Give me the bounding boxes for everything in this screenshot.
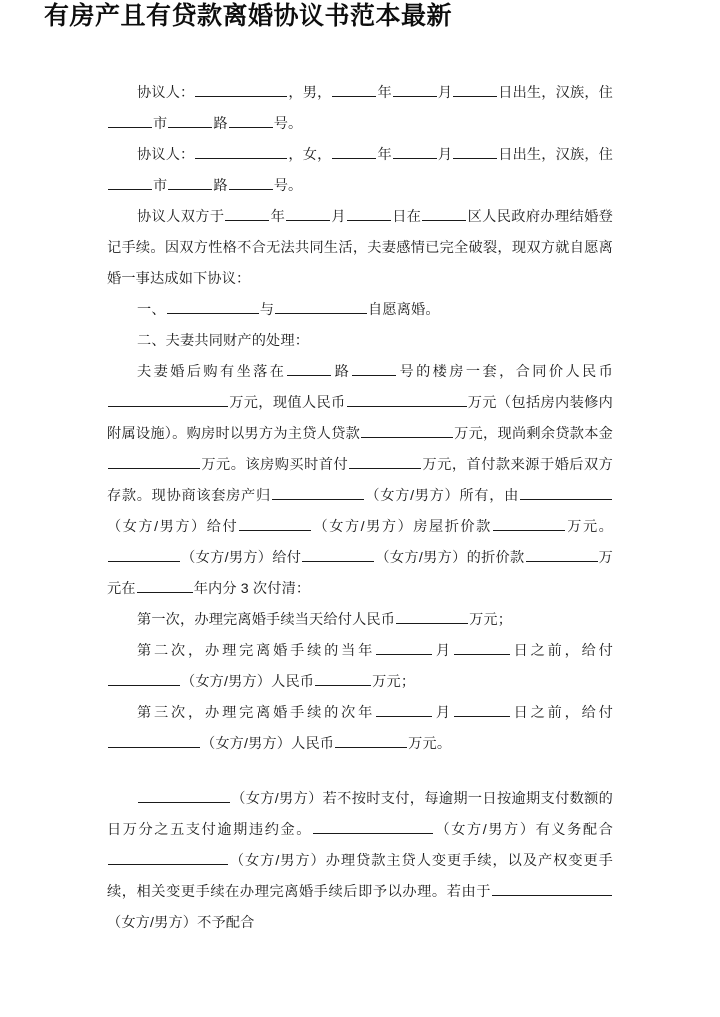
fill-in-blank[interactable] <box>335 733 407 748</box>
text-run: 二、夫妻共同财产的处理： <box>137 333 310 349</box>
fill-in-blank[interactable] <box>376 702 432 717</box>
fill-in-blank[interactable] <box>453 144 497 159</box>
text-run: 第一次，办理完离婚手续当天给付人民币 <box>137 612 396 628</box>
fill-in-blank[interactable] <box>520 485 612 500</box>
fill-in-blank[interactable] <box>347 206 391 221</box>
text-run: 市 <box>153 116 168 132</box>
text-run: 万元； <box>469 612 513 628</box>
text-run: 第二次，办理完离婚手续的当年 <box>137 643 376 659</box>
paragraph-payment-third <box>107 698 613 760</box>
text-run: 日在 <box>391 209 422 225</box>
fill-in-blank[interactable] <box>167 299 259 314</box>
fill-in-blank[interactable] <box>108 392 228 407</box>
paragraph-clause-two-heading <box>107 326 613 357</box>
fill-in-blank[interactable] <box>272 485 364 500</box>
fill-in-blank[interactable] <box>422 206 466 221</box>
paragraph-party-female <box>107 140 613 202</box>
text-run: （女方/男方）人民币 <box>201 736 335 752</box>
text-run: 年内分 3 次付清： <box>193 581 311 597</box>
text-run: （女方/男方）所有，由 <box>364 488 519 504</box>
text-run: 月 <box>433 643 453 659</box>
fill-in-blank[interactable] <box>361 423 453 438</box>
fill-in-blank[interactable] <box>108 175 152 190</box>
fill-in-blank[interactable] <box>302 547 374 562</box>
text-run: ，男， <box>288 85 332 101</box>
text-run: （女方/男方）给付 <box>181 550 302 566</box>
fill-in-blank[interactable] <box>275 299 367 314</box>
text-run: 日之前，给付 <box>510 705 613 721</box>
text-run: 万元（包括房内装修内附属设施）。购房时以男方为主贷人贷款 <box>107 395 613 442</box>
fill-in-blank[interactable] <box>137 578 193 593</box>
text-run: 自愿离婚。 <box>368 302 440 318</box>
text-run: 月 <box>437 147 453 163</box>
text-run: 路 <box>213 116 228 132</box>
fill-in-blank[interactable] <box>108 733 200 748</box>
fill-in-blank[interactable] <box>229 113 273 128</box>
fill-in-blank[interactable] <box>108 671 180 686</box>
fill-in-blank[interactable] <box>195 82 287 97</box>
text-run: 路 <box>213 178 228 194</box>
text-run: （女方/男方）的折价款 <box>375 550 525 566</box>
text-run: 区人民政府办理结婚登记手续。因双方性格不合无法共同生活，夫妻感情已完全破裂，现双方就自愿离婚一事达成如下协议： <box>107 209 613 287</box>
paragraph-penalty-and-transfer <box>107 784 613 939</box>
fill-in-blank[interactable] <box>108 850 228 865</box>
fill-in-blank[interactable] <box>108 454 200 469</box>
text-run: 夫妻婚后购有坐落在 <box>137 364 287 380</box>
fill-in-blank[interactable] <box>168 113 212 128</box>
text-run: （女方/男方）房屋折价款 <box>312 519 492 535</box>
text-run: 日之前，给付 <box>510 643 613 659</box>
fill-in-blank[interactable] <box>347 392 467 407</box>
fill-in-blank[interactable] <box>352 361 396 376</box>
fill-in-blank[interactable] <box>195 144 287 159</box>
fill-in-blank[interactable] <box>313 819 433 834</box>
text-run: 万元。 <box>565 519 613 535</box>
document-body <box>107 78 613 939</box>
text-run: 万元，现尚剩余贷款本金 <box>454 426 613 442</box>
text-run: （女方/男方）有义务配合 <box>434 822 614 838</box>
text-run: 日出生，汉族，住 <box>498 147 614 163</box>
text-run: （女方/男方）不予配合 <box>107 915 255 931</box>
text-run: 万元； <box>372 674 416 690</box>
text-run: 年 <box>270 209 286 225</box>
fill-in-blank[interactable] <box>287 361 331 376</box>
text-run: （女方/男方）人民币 <box>181 674 315 690</box>
fill-in-blank[interactable] <box>393 82 437 97</box>
page-title: 有房产且有贷款离婚协议书范本最新 <box>44 3 453 30</box>
fill-in-blank[interactable] <box>493 516 565 531</box>
fill-in-blank[interactable] <box>286 206 330 221</box>
text-run: 万元，现值人民币 <box>229 395 346 411</box>
text-run: 月 <box>433 705 453 721</box>
fill-in-blank[interactable] <box>332 144 376 159</box>
text-run: 年 <box>377 85 392 101</box>
text-run: 与 <box>259 302 275 318</box>
text-run: 号的楼房一套，合同价人民币 <box>397 364 613 380</box>
paragraph-party-male <box>107 78 613 140</box>
paragraph-payment-second <box>107 636 613 698</box>
fill-in-blank[interactable] <box>332 82 376 97</box>
fill-in-blank[interactable] <box>138 788 230 803</box>
paragraph-property-description <box>107 357 613 605</box>
fill-in-blank[interactable] <box>349 454 421 469</box>
text-run: 年 <box>377 147 392 163</box>
paragraph-marriage-registration <box>107 202 613 295</box>
fill-in-blank[interactable] <box>108 113 152 128</box>
text-run: 协议人： <box>137 85 195 101</box>
fill-in-blank[interactable] <box>526 547 598 562</box>
fill-in-blank[interactable] <box>229 175 273 190</box>
text-run: 协议人： <box>137 147 195 163</box>
paragraph-clause-one <box>107 295 613 326</box>
text-run: 第三次，办理完离婚手续的次年 <box>137 705 376 721</box>
text-run: 市 <box>153 178 168 194</box>
fill-in-blank[interactable] <box>315 671 371 686</box>
text-run: 日出生，汉族，住 <box>498 85 614 101</box>
text-run: （女方/男方）若不按时支付，每逾期一日按逾期支付数额的日万分之五支付逾期违约金。 <box>107 791 613 838</box>
text-run: 月 <box>331 209 346 225</box>
fill-in-blank[interactable] <box>393 144 437 159</box>
text-run: 万元。该房购买时首付 <box>201 457 349 473</box>
fill-in-blank[interactable] <box>108 547 180 562</box>
fill-in-blank[interactable] <box>239 516 311 531</box>
fill-in-blank[interactable] <box>492 881 612 896</box>
fill-in-blank[interactable] <box>396 609 468 624</box>
text-run: 万元。 <box>408 736 452 752</box>
text-run: 月 <box>437 85 453 101</box>
fill-in-blank[interactable] <box>453 82 497 97</box>
fill-in-blank[interactable] <box>454 640 510 655</box>
text-run: 万元，首付款来源于婚后双方存款。现协商该套房产归 <box>107 457 613 504</box>
paragraph-payment-first <box>107 605 613 636</box>
text-run: 号。 <box>273 116 303 132</box>
text-run: 路 <box>332 364 352 380</box>
text-run: 号。 <box>273 178 303 194</box>
fill-in-blank[interactable] <box>225 206 269 221</box>
text-run: 协议人双方于 <box>137 209 225 225</box>
text-run: 一、 <box>137 302 166 318</box>
fill-in-blank[interactable] <box>454 702 510 717</box>
text-run: ，女， <box>288 147 332 163</box>
text-run: 万元在 <box>107 550 614 597</box>
fill-in-blank[interactable] <box>168 175 212 190</box>
text-run: （女方/男方）给付 <box>107 519 239 535</box>
text-run: （女方/男方）办理贷款主贷人变更手续，以及产权变更手续，相关变更手续在办理完离婚手续后即予以办理。若由于 <box>107 853 613 900</box>
fill-in-blank[interactable] <box>376 640 432 655</box>
